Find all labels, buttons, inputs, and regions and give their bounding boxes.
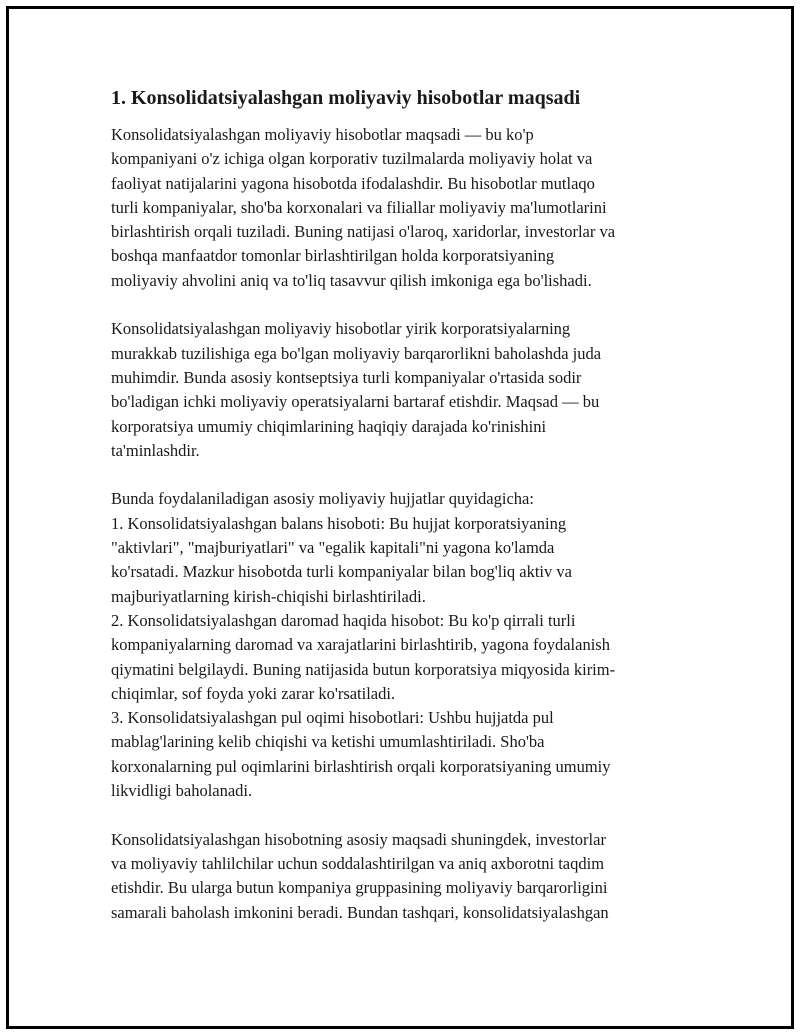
text-line: moliyaviy ahvolini aniq va to'liq tasavvur qilish imkoniga ega bo'lishadi. [111, 270, 592, 290]
text-line: etishdir. Bu ularga butun kompaniya gruppasining moliyaviy barqarorligini [111, 878, 608, 898]
text-line: Bunda foydalaniladigan asosiy moliyaviy hujjatlar quyidagicha: [111, 489, 534, 509]
text-line: samarali baholash imkonini beradi. Bundan tashqari, konsolidatsiyalashgan [111, 902, 609, 922]
text-line: kompaniyani o'z ichiga olgan korporativ tuzilmalarda moliyaviy holat va [111, 149, 593, 169]
list-item-line: 1. Konsolidatsiyalashgan balans hisoboti: Bu hujjat korporatsiyaning [111, 513, 567, 533]
text-line: likvidligi baholanadi. [111, 781, 253, 801]
text-line: ta'minlashdir. [111, 440, 200, 460]
text-line: birlashtirish orqali tuziladi. Buning natijasi o'laroq, xaridorlar, investorlar va [111, 222, 616, 242]
text-line: turli kompaniyalar, sho'ba korxonalari va filiallar moliyaviy ma'lumotlarini [111, 197, 607, 217]
text-line: ko'rsatadi. Mazkur hisobotda turli kompaniyalar bilan bog'liq aktiv va [111, 562, 572, 582]
text-line: va moliyaviy tahlilchilar uchun soddalashtirilgan va aniq axborotni taqdim [111, 853, 605, 873]
text-line: chiqimlar, sof foyda yoki zarar ko'rsatiladi. [111, 683, 396, 703]
text-line: muhimdir. Bunda asosiy kontseptsiya turli kompaniyalar o'rtasida sodir [111, 367, 582, 387]
section-heading: 1. Konsolidatsiyalashgan moliyaviy hisobotlar maqsadi [111, 87, 581, 109]
text-line: kompaniyalarning daromad va xarajatlarini birlashtirib, yagona foydalanish [111, 635, 610, 655]
text-line: "aktivlari", "majburiyatlari" va "egalik kapitali"ni yagona ko'lamda [111, 538, 555, 558]
text-line: korxonalarning pul oqimlarini birlashtirish orqali korporatsiyaning umumiy [111, 756, 611, 776]
text-line: Konsolidatsiyalashgan moliyaviy hisobotlar maqsadi — bu ko'p [111, 125, 534, 144]
text-line: Konsolidatsiyalashgan moliyaviy hisobotlar yirik korporatsiyalarning [111, 319, 571, 339]
text-line: qiymatini belgilaydi. Buning natijasida butun korporatsiya miqyosida kirim- [111, 659, 616, 679]
text-line: majburiyatlarning kirish-chiqishi birlashtiriladi. [111, 586, 426, 606]
list-item-line: 2. Konsolidatsiyalashgan daromad haqida hisobot: Bu ko'p qirrali turli [111, 610, 576, 630]
list-item-line: 3. Konsolidatsiyalashgan pul oqimi hisobotlari: Ushbu hujjatda pul [111, 708, 554, 728]
text-line: korporatsiya umumiy chiqimlarining haqiqiy darajada ko'rinishini [111, 416, 547, 436]
text-line: bo'ladigan ichki moliyaviy operatsiyalarni bartaraf etishdir. Maqsad — bu [111, 392, 600, 412]
paragraph-importance [111, 317, 686, 463]
paragraph-conclusion [111, 828, 686, 925]
text-line: faoliyat natijalarini yagona hisobotda ifodalashdir. Bu hisobotlar mutlaqo [111, 173, 595, 193]
paragraph-purpose [111, 123, 686, 293]
text-line: mablag'larining kelib chiqishi va ketishi umumlashtiriladi. Sho'ba [111, 732, 545, 752]
text-line: Konsolidatsiyalashgan hisobotning asosiy maqsadi shuningdek, investorlar [111, 829, 606, 849]
text-line: murakkab tuzilishiga ega bo'lgan moliyaviy barqarorlikni baholashda juda [111, 343, 602, 363]
text-line: boshqa manfaatdor tomonlar birlashtirilgan holda korporatsiyaning [111, 246, 555, 266]
document-body [111, 85, 686, 949]
paragraph-documents-list [111, 487, 686, 803]
